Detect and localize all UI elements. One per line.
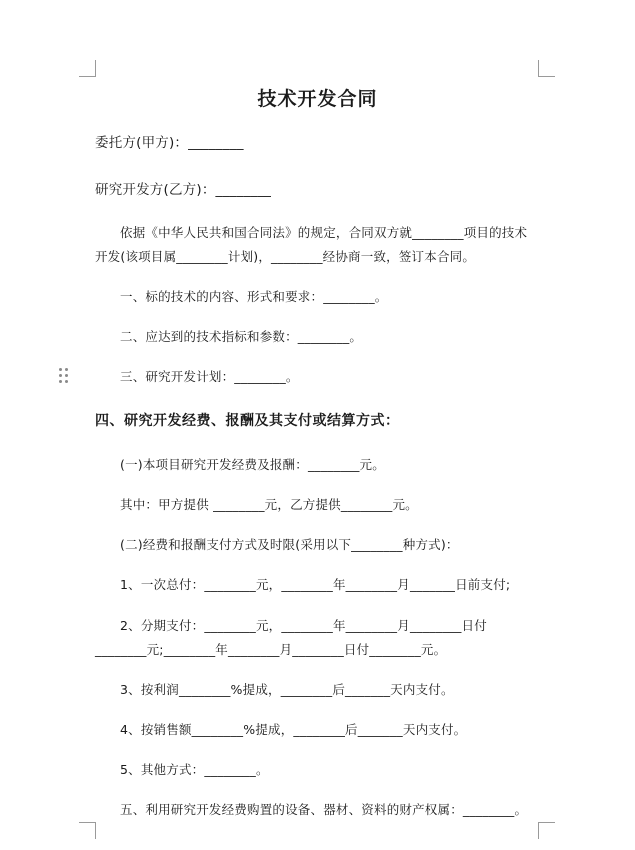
payment-option-4: 4、按销售额________%提成，________后_______天内支付。 [120,722,467,737]
clause-1: 一、标的技术的内容、形式和要求：________。 [120,289,388,304]
crop-mark-bottom-right [538,822,555,839]
clause-2: 二、应达到的技术指标和参数：________。 [120,329,363,344]
clause-3: 三、研究开发计划：________。 [120,369,299,384]
intro-line-2: 开发(该项目属________计划)，________经协商一致，签订本合同。 [95,249,476,264]
party-b-line: 研究开发方(乙方)：________ [95,182,272,198]
drag-handle-icon[interactable] [59,368,69,384]
clause-5: 五、利用研究开发经费购置的设备、器材、资料的财产权属：________。 [120,802,528,817]
payment-option-5: 5、其他方式：________。 [120,762,269,777]
payment-option-1: 1、一次总付：________元，________年________月_______日前支付; [120,577,511,592]
intro-line-1: 依据《中华人民共和国合同法》的规定，合同双方就________项目的技术 [120,225,528,240]
clause-4-heading: 四、研究开发经费、报酬及其支付或结算方式： [95,413,400,429]
crop-mark-top-left [79,60,96,77]
clause-4-payment-method: (二)经费和报酬支付方式及时限(采用以下________种方式)： [120,537,459,552]
clause-4-funding: (一)本项目研究开发经费及报酬：________元。 [120,457,385,472]
payment-option-3: 3、按利润________%提成，________后_______天内支付。 [120,682,454,697]
document-title: 技术开发合同 [257,88,378,110]
crop-mark-bottom-left [79,822,96,839]
payment-option-2-line-1: 2、分期支付：________元，________年________月________日付 [120,618,487,633]
clause-4-contribution: 其中：甲方提供 ________元，乙方提供________元。 [120,497,418,512]
payment-option-2-line-2: ________元;________年________月________日付________元。 [95,642,447,657]
crop-mark-top-right [538,60,555,77]
party-a-line: 委托方(甲方)：________ [95,135,244,151]
